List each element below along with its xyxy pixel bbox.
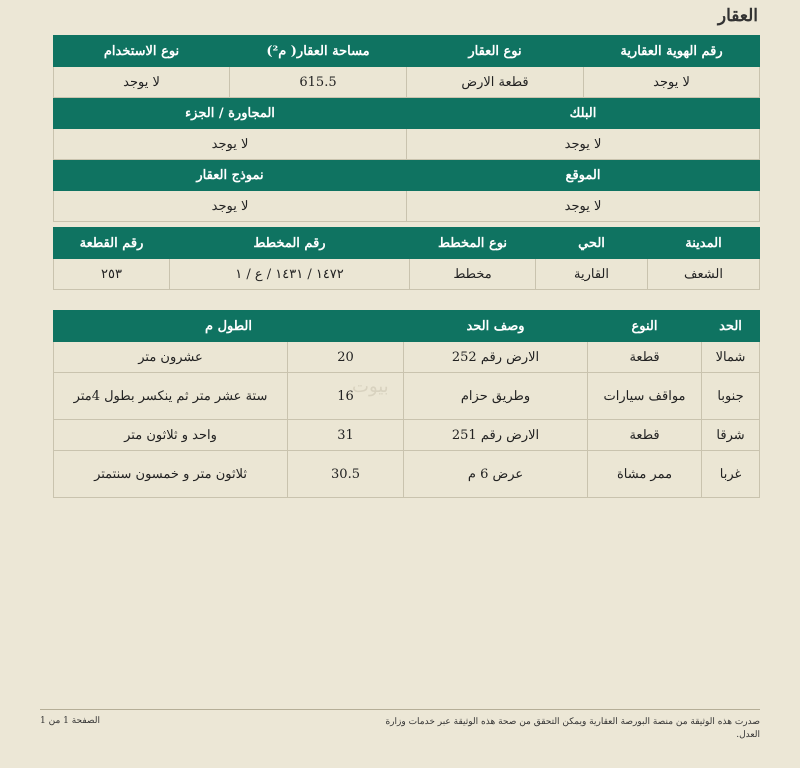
block-label: البلك (407, 98, 760, 129)
footer-note: صدرت هذه الوثيقة من منصة البورصة العقارية ويمكن التحقق من صحة هذه الوثيقة عبر خدمات وزارة العدل. (385, 717, 760, 740)
plan-type-label: نوع المخطط (410, 228, 536, 259)
property-model-value: لا يوجد (54, 191, 407, 222)
plan-number-value: ١٤٧٢ / ١٤٣١ / ع / ١ (170, 259, 410, 290)
border-kind: ممر مشاة (588, 451, 702, 498)
property-type-label: نوع العقار (407, 36, 584, 67)
plan-number-label: رقم المخطط (170, 228, 410, 259)
district-value: القارية (536, 259, 648, 290)
border-length-text: ثلاثون متر و خمسون سنتمتر (54, 451, 288, 498)
plan-type-value: مخطط (410, 259, 536, 290)
page-title: العقار (717, 6, 758, 26)
border-kind-header: النوع (588, 311, 702, 342)
table-row (54, 451, 760, 498)
property-type-value: قطعة الارض (407, 67, 584, 98)
border-desc: عرض 6 م (404, 451, 588, 498)
border-side: غربا (702, 451, 760, 498)
city-value: الشعف (648, 259, 760, 290)
footer-divider (40, 709, 760, 710)
table-row (54, 373, 760, 420)
table-row (54, 342, 760, 373)
borders-table (53, 310, 760, 498)
border-kind: قطعة (588, 420, 702, 451)
border-length-text: عشرون متر (54, 342, 288, 373)
city-label: المدينة (648, 228, 760, 259)
border-length-text: ستة عشر متر ثم ينكسر بطول 4متر (54, 373, 288, 420)
usage-type-label: نوع الاستخدام (54, 36, 230, 67)
border-kind: مواقف سيارات (588, 373, 702, 420)
property-id-value: لا يوجد (584, 67, 760, 98)
plot-number-label: رقم القطعة (54, 228, 170, 259)
watermark: بيوت (352, 376, 389, 397)
neighbor-label: المجاورة / الجزء (54, 98, 407, 129)
property-area-value: 615.5 (230, 67, 407, 98)
border-length: 16 (288, 373, 404, 420)
border-side: شرقا (702, 420, 760, 451)
border-side: جنوبا (702, 373, 760, 420)
property-id-label: رقم الهوية العقارية (584, 36, 760, 67)
location-label: الموقع (407, 160, 760, 191)
border-desc: الارض رقم 252 (404, 342, 588, 373)
usage-type-value: لا يوجد (54, 67, 230, 98)
plot-number-value: ٢٥٣ (54, 259, 170, 290)
border-side-header: الحد (702, 311, 760, 342)
property-model-label: نموذج العقار (54, 160, 407, 191)
border-side: شمالا (702, 342, 760, 373)
border-length: 31 (288, 420, 404, 451)
location-value: لا يوجد (407, 191, 760, 222)
border-length-header: الطول م (54, 311, 404, 342)
plan-table (53, 227, 760, 290)
border-desc: وطريق حزام (404, 373, 588, 420)
border-desc: الارض رقم 251 (404, 420, 588, 451)
border-length: 30.5 (288, 451, 404, 498)
border-length-text: واحد و ثلاثون متر (54, 420, 288, 451)
border-kind: قطعة (588, 342, 702, 373)
block-value: لا يوجد (407, 129, 760, 160)
neighbor-value: لا يوجد (54, 129, 407, 160)
property-table (53, 35, 760, 222)
district-label: الحي (536, 228, 648, 259)
border-desc-header: وصف الحد (404, 311, 588, 342)
table-row (54, 420, 760, 451)
property-area-label: مساحة العقار( م²) (230, 36, 407, 67)
border-length: 20 (288, 342, 404, 373)
page-number: الصفحة 1 من 1 (40, 716, 100, 726)
